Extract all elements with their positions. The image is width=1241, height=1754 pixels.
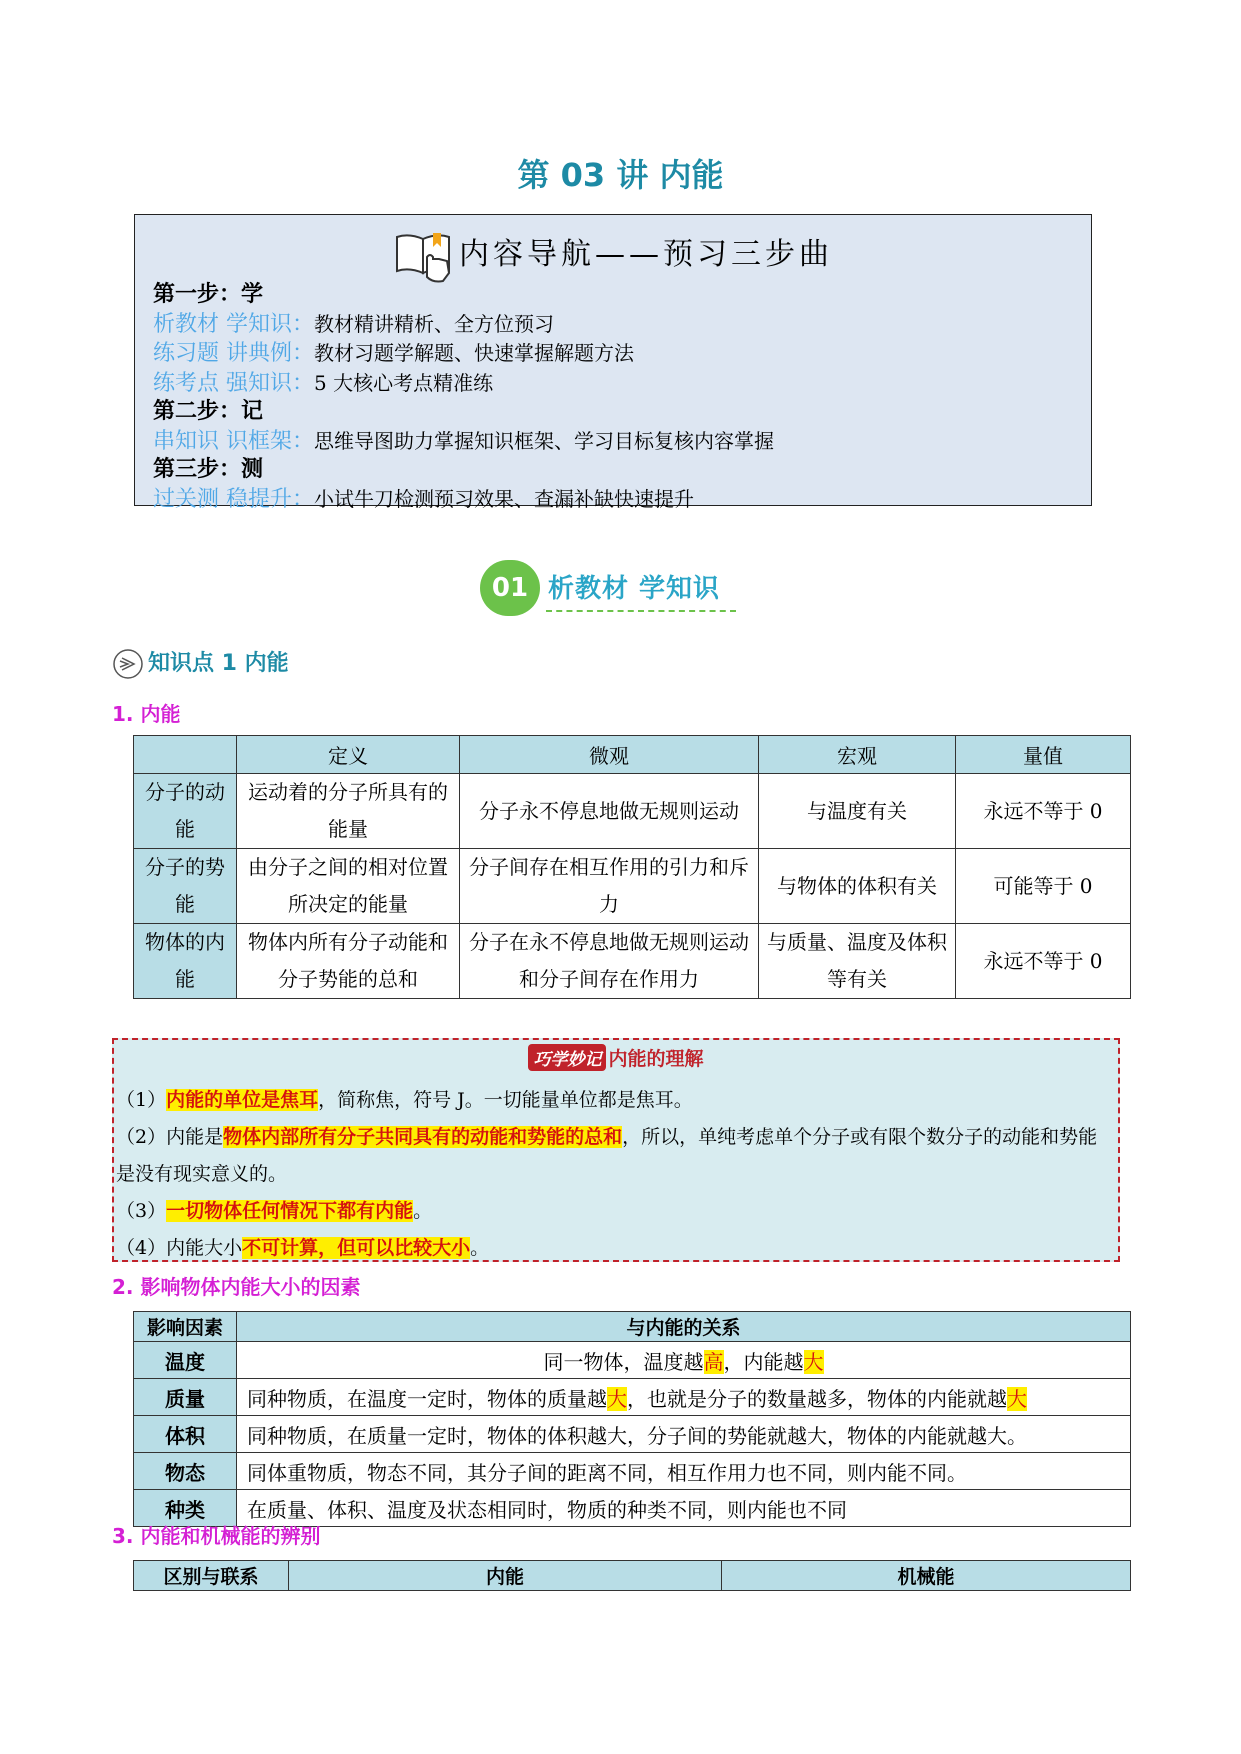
table-cell — [237, 1379, 1131, 1416]
tip-text: ，所以，单纯考虑单个分子或有限个数分子的动能和势能是没有现实意义的。 — [116, 1126, 1098, 1185]
section-heading-1: 1. 内能 — [112, 702, 181, 726]
nav-item — [153, 427, 774, 457]
cell-highlight: 高 — [703, 1349, 724, 1374]
cell-highlight: 大 — [607, 1386, 627, 1411]
table-cell: 分子永不停息地做无规则运动 — [460, 774, 759, 849]
tip-line — [116, 1230, 1116, 1267]
tip-line — [116, 1082, 1116, 1119]
nav-item — [153, 369, 774, 399]
cell-text: ，也就是分子的数量越多，物体的内能就越 — [627, 1386, 1007, 1411]
content-navigation-box — [134, 214, 1092, 512]
nav-item-desc: 小试牛刀检测预习效果、查漏补缺快速提升 — [314, 486, 694, 511]
table-header-row — [134, 736, 1131, 774]
table-header-row — [134, 1312, 1131, 1342]
tip-highlight: 物体内部所有分子共同具有的动能和势能的总和 — [223, 1126, 623, 1148]
nav-heading — [135, 229, 1091, 283]
table-cell: 分子间存在相互作用的引力和斥力 — [460, 849, 759, 924]
table-cell: 永远不等于 0 — [956, 774, 1131, 849]
row-header-cell: 温度 — [134, 1342, 237, 1379]
internal-energy-table — [133, 735, 1131, 999]
table-cell: 由分子之间的相对位置所决定的能量 — [237, 849, 460, 924]
table-cell: 同种物质，在质量一定时，物体的体积越大，分子间的势能就越大，物体的内能就越大。 — [237, 1416, 1131, 1453]
factors-table — [133, 1311, 1131, 1527]
nav-heading-text: 内容导航——预习三步曲 — [459, 237, 833, 272]
row-header-cell: 质量 — [134, 1379, 237, 1416]
banner-underline — [546, 610, 736, 612]
cell-text: ，内能越 — [723, 1349, 804, 1374]
cell-highlight: 大 — [803, 1349, 824, 1374]
book-hand-icon — [393, 229, 455, 283]
cell-text: 同一物体，温度越 — [543, 1349, 704, 1374]
tip-line — [116, 1119, 1116, 1193]
table-header-row — [134, 1561, 1131, 1591]
table-cell: 物体内所有分子动能和分子势能的总和 — [237, 924, 460, 999]
tip-text: （1） — [116, 1089, 167, 1111]
table-cell: 分子在永不停息地做无规则运动和分子间存在作用力 — [460, 924, 759, 999]
step-1: 第一步：学 — [153, 282, 264, 307]
row-header-cell: 分子的势能 — [134, 849, 237, 924]
section-banner — [480, 560, 760, 616]
knowledge-point-text: 知识点 1 内能 — [148, 651, 289, 676]
table-cell: 与物体的体积有关 — [759, 849, 956, 924]
table-row — [134, 849, 1131, 924]
tip-text: （4）内能大小 — [116, 1237, 243, 1259]
nav-item-key: 析教材 学知识： — [153, 311, 314, 337]
table-cell: 与质量、温度及体积等有关 — [759, 924, 956, 999]
row-header-cell: 物态 — [134, 1453, 237, 1490]
nav-item — [153, 310, 774, 340]
table-row — [134, 774, 1131, 849]
nav-item — [153, 485, 774, 515]
section-heading-2: 2. 影响物体内能大小的因素 — [112, 1275, 361, 1299]
table-header-cell: 影响因素 — [134, 1312, 237, 1342]
nav-item-key: 串知识 识框架： — [153, 428, 314, 454]
nav-item-desc: 教材习题学解题、快速掌握解题方法 — [314, 341, 634, 365]
tip-highlight: 一切物体任何情况下都有内能 — [166, 1200, 414, 1222]
table-cell — [237, 1342, 1131, 1379]
table-cell: 与温度有关 — [759, 774, 956, 849]
table-row — [134, 1453, 1131, 1490]
table-header-cell: 与内能的关系 — [237, 1312, 1131, 1342]
nav-item — [153, 339, 774, 369]
play-circle-icon — [112, 648, 144, 680]
row-header-cell: 分子的动能 — [134, 774, 237, 849]
table-row — [134, 1342, 1131, 1379]
table-header-cell: 机械能 — [722, 1561, 1131, 1591]
step-3: 第三步：测 — [153, 457, 264, 482]
knowledge-point-heading — [112, 646, 289, 680]
table-header-cell: 区别与联系 — [134, 1561, 289, 1591]
tip-text: ，简称焦，符号 J。一切能量单位都是焦耳。 — [318, 1089, 693, 1111]
table-header-cell: 定义 — [237, 736, 460, 774]
tip-highlight: 不可计算，但可以比较大小 — [242, 1237, 471, 1259]
section-banner-text: 析教材 学知识 — [548, 574, 721, 604]
table-header-cell: 微观 — [460, 736, 759, 774]
tip-text: （2）内能是 — [116, 1126, 224, 1148]
table-row — [134, 1379, 1131, 1416]
nav-item-key: 练考点 强知识： — [153, 370, 314, 396]
tip-text: 。 — [470, 1237, 490, 1259]
section-heading-3: 3. 内能和机械能的辨别 — [112, 1524, 321, 1548]
cell-text: 同种物质，在温度一定时，物体的质量越 — [247, 1386, 607, 1411]
tip-text: 。 — [413, 1200, 433, 1222]
cell-highlight: 大 — [1007, 1386, 1027, 1411]
table-header-cell: 内能 — [289, 1561, 722, 1591]
table-cell: 同体重物质，物态不同，其分子间的距离不同，相互作用力也不同，则内能不同。 — [237, 1453, 1131, 1490]
table-cell: 可能等于 0 — [956, 849, 1131, 924]
table-row — [134, 1416, 1131, 1453]
nav-item-desc: 教材精讲精析、全方位预习 — [314, 311, 554, 336]
tip-line — [116, 1193, 1116, 1230]
section-number: 01 — [480, 560, 540, 616]
nav-item-key: 过关测 稳提升： — [153, 486, 314, 512]
nav-lines — [153, 281, 774, 514]
tip-text: （3） — [116, 1200, 167, 1222]
table-cell: 在质量、体积、温度及状态相同时，物质的种类不同，则内能也不同 — [237, 1490, 1131, 1527]
tip-highlight: 内能的单位是焦耳 — [166, 1089, 319, 1111]
tip-body — [116, 1082, 1116, 1267]
nav-item-desc: 思维导图助力掌握知识框架、学习目标复核内容掌握 — [314, 428, 774, 453]
table-header-cell — [134, 736, 237, 774]
tip-title: 内能的理解 — [608, 1048, 704, 1070]
comparison-table — [133, 1560, 1131, 1591]
table-header-cell: 宏观 — [759, 736, 956, 774]
nav-item-key: 练习题 讲典例： — [153, 341, 314, 366]
step-2: 第二步：记 — [153, 399, 264, 424]
tip-heading — [114, 1044, 1118, 1071]
nav-item-desc: 5 大核心考点精准练 — [314, 370, 494, 395]
table-cell: 永远不等于 0 — [956, 924, 1131, 999]
tip-logo: 巧学妙记 — [528, 1044, 606, 1071]
row-header-cell: 体积 — [134, 1416, 237, 1453]
table-row — [134, 924, 1131, 999]
table-cell: 运动着的分子所具有的能量 — [237, 774, 460, 849]
page-title: 第 03 讲 内能 — [517, 156, 724, 194]
tip-box — [112, 1038, 1120, 1262]
row-header-cell: 物体的内能 — [134, 924, 237, 999]
row-header-cell: 种类 — [134, 1490, 237, 1527]
table-header-cell: 量值 — [956, 736, 1131, 774]
